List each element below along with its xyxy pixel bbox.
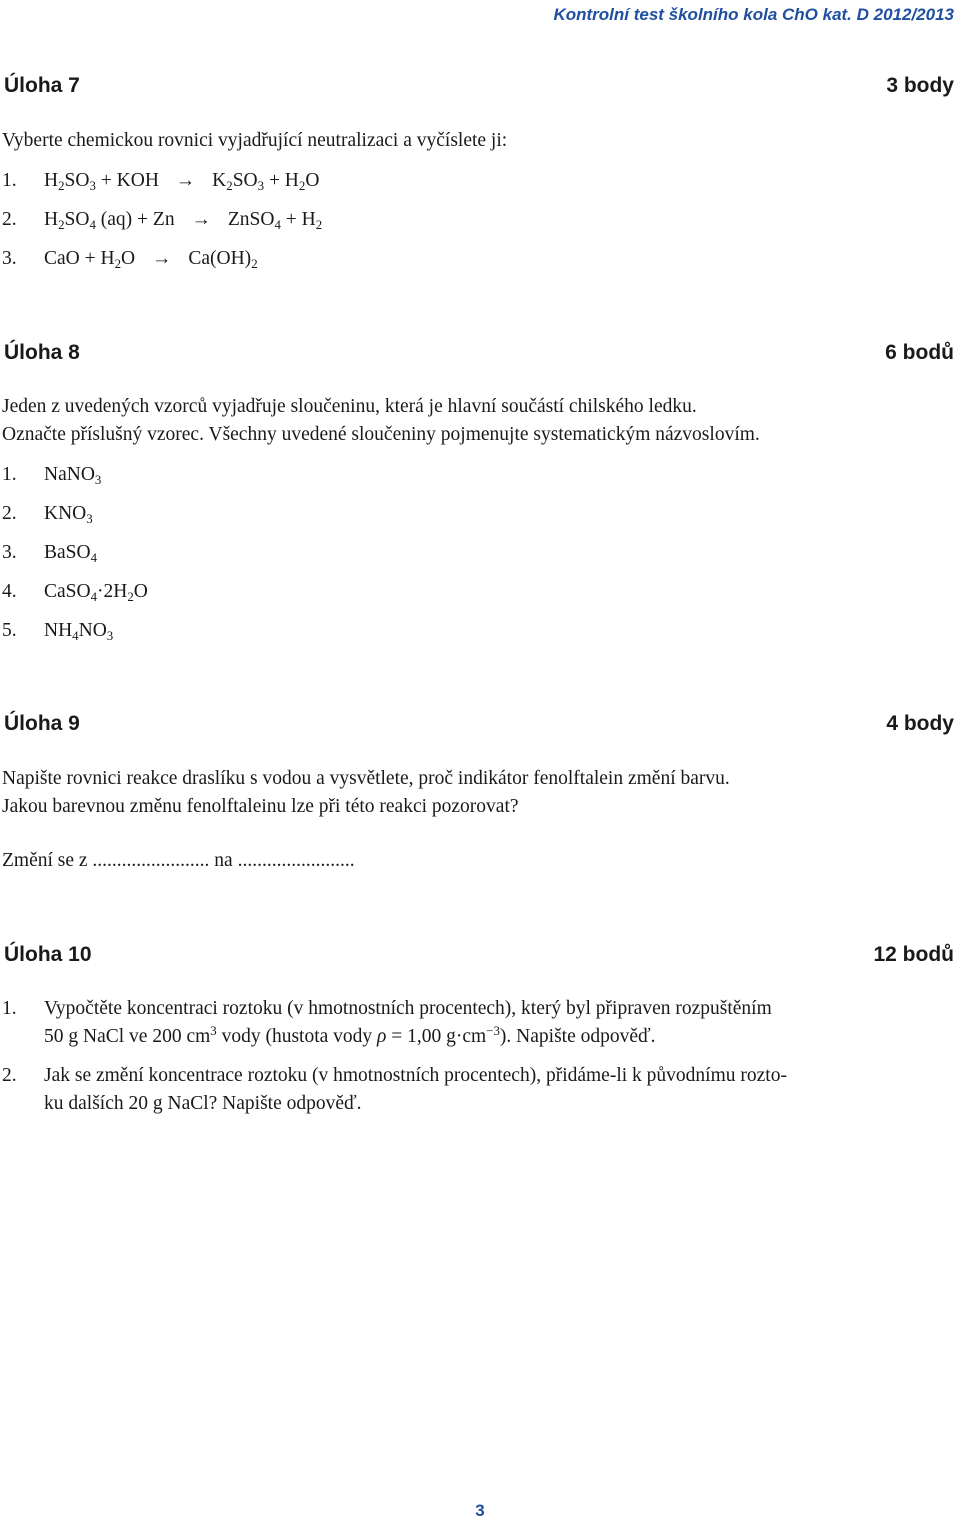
task-8-title: Úloha 8 xyxy=(4,341,80,364)
task-7-prompt: Vyberte chemickou rovnici vyjadřující neutralizaci a vyčíslete ji: xyxy=(2,130,508,151)
question-2-line-2: ku dalších 20 g NaCl? Napište odpověď. xyxy=(44,1093,362,1114)
formula-3: BaSO$_4$ xyxy=(44,542,98,565)
formula-5-number: 5. xyxy=(2,620,17,641)
question-1-line-1: Vypočtěte koncentraci roztoku (v hmotnostních procentech), který byl připraven rozpuštěním xyxy=(44,998,772,1019)
question-2-line-1: Jak se změní koncentrace roztoku (v hmotnostních procentech), přidáme-li k původnímu rozto- xyxy=(44,1065,787,1086)
document-header: Kontrolní test školního kola ChO kat. D 2012/2013 xyxy=(553,5,954,24)
equation-3-number: 3. xyxy=(2,248,17,269)
reaction-arrow-icon: → xyxy=(151,248,172,269)
task-7-title: Úloha 7 xyxy=(4,74,80,97)
formula-2: $KNO_3$ xyxy=(44,503,93,526)
equation-3: CaO + $H_2O \to Ca(OH)_2$ xyxy=(44,248,258,271)
task-8-text-line-2: Označte příslušný vzorec. Všechny uvedené sloučeniny pojmenujte systematickým názvoslovím. xyxy=(2,424,760,445)
equation-2: $H_2SO_4$ (aq) + Zn → ZnSO$_4$ + $H_2$ xyxy=(44,209,323,232)
reaction-arrow-icon: → xyxy=(191,209,211,230)
equation-1-number: 1. xyxy=(2,170,17,191)
formula-3-number: 3. xyxy=(2,542,17,563)
formula-4: $CaSO_4\cdot 2H_2O$ xyxy=(44,581,148,604)
formula-4-number: 4. xyxy=(2,581,17,602)
task-10-points: 12 bodů xyxy=(873,943,954,966)
formula-5: $NH_4NO_3$ xyxy=(44,620,114,643)
task-9-answer-line: Změní se z ........................ na ........................ xyxy=(2,850,355,871)
formula-1: NaNO$_3$ xyxy=(44,464,102,487)
question-1-number: 1. xyxy=(2,998,17,1019)
question-1-line-2: 50 g NaCl ve 200 $cm^3$ vody (hustota vody ρ = 1,00 $g\cdot cm^{-3}$). Napište odpověď. xyxy=(44,1023,656,1047)
reaction-arrow-icon: → xyxy=(175,170,196,191)
task-9-text-line-1: Napište rovnici reakce draslíku s vodou a vysvětlete, proč indikátor fenolftalein změní barvu. xyxy=(2,768,730,789)
question-2-number: 2. xyxy=(2,1065,17,1086)
task-9-points: 4 body xyxy=(886,712,954,735)
task-9-text-line-2: Jakou barevnou změnu fenolftaleinu lze při této reakci pozorovat? xyxy=(2,796,519,817)
task-9-title: Úloha 9 xyxy=(4,712,80,735)
task-7-points: 3 body xyxy=(886,74,954,97)
task-8-points: 6 bodů xyxy=(885,341,954,364)
equation-2-number: 2. xyxy=(2,209,17,230)
formula-1-number: 1. xyxy=(2,464,17,485)
task-8-text-line-1: Jeden z uvedených vzorců vyjadřuje sloučeninu, která je hlavní součástí chilského ledku. xyxy=(2,396,697,417)
equation-1: $H_2SO_3$ + KOH → $K_2SO_3 + H_2O$ xyxy=(44,170,320,193)
task-10-title: Úloha 10 xyxy=(4,943,92,966)
page-number: 3 xyxy=(475,1501,485,1520)
formula-2-number: 2. xyxy=(2,503,17,524)
